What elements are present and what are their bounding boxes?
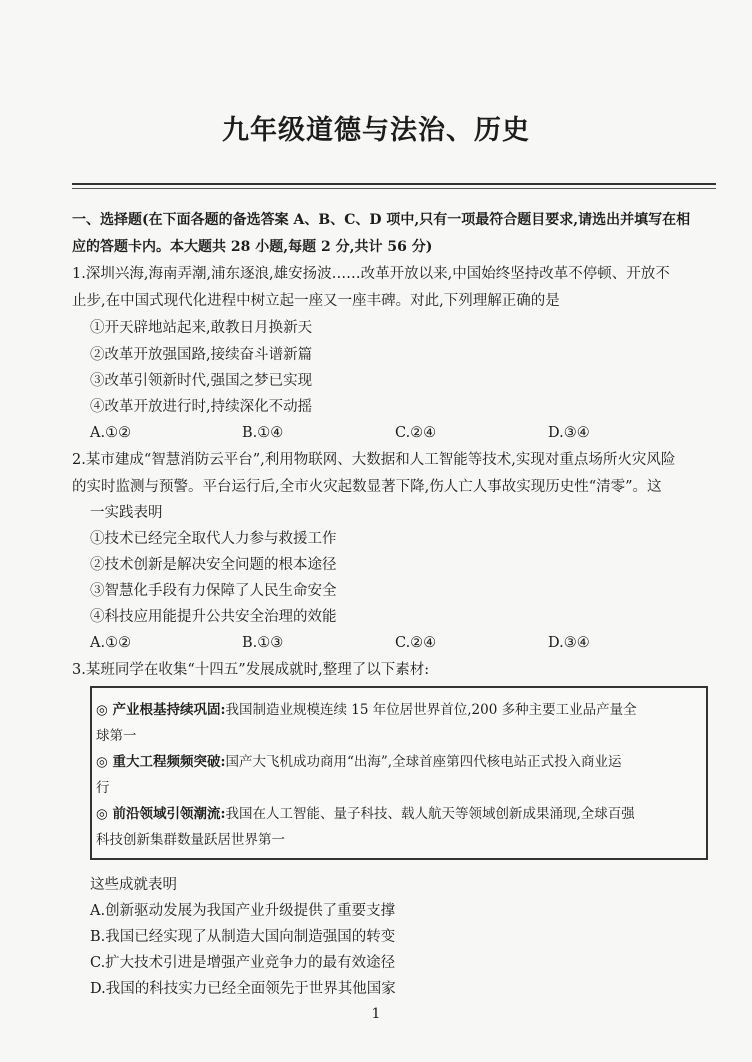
q1-stem-line-1: 1.深圳兴海,海南弄潮,浦东逐浪,雄安扬波……改革开放以来,中国始终坚持改革不停顿、开放不	[72, 266, 670, 282]
material-item-1-text: 我国制造业规模连续 15 年位居世界首位,200 多种主要工业品产量全	[225, 702, 637, 718]
material-item-1-heading: ◎ 产业根基持续巩固:	[96, 702, 226, 718]
page-title: 九年级道德与法治、历史	[222, 115, 530, 146]
q3-option-b: B.我国已经实现了从制造大国向制造强国的转变	[90, 929, 396, 945]
material-item-2-text: 国产大飞机成功商用“出海”,全球首座第四代核电站正式投入商业运	[225, 754, 622, 770]
material-item-3	[96, 804, 706, 824]
material-item-3-cont: 科技创新集群数量跃居世界第一	[96, 832, 285, 848]
material-item-2	[96, 752, 706, 772]
q3-option-c: C.扩大技术引进是增强产业竞争力的最有效途径	[90, 955, 396, 971]
q1-option-c: C.②④	[395, 425, 437, 441]
q3-stem: 3.某班同学在收集“十四五”发展成就时,整理了以下素材:	[72, 662, 430, 678]
q2-item-2: ②技术创新是解决安全问题的根本途径	[90, 557, 337, 573]
section-instruction-line-1: 一、选择题(在下面各题的备选答案 A、B、C、D 项中,只有一项最符合题目要求,请选出并填写在相	[72, 212, 691, 228]
q2-item-1: ①技术已经完全取代人力参与救援工作	[90, 531, 337, 547]
q1-stem-line-2: 止步,在中国式现代化进程中树立起一座又一座丰碑。对此,下列理解正确的是	[72, 293, 560, 309]
q2-stem-line-3: 一实践表明	[90, 505, 163, 521]
header-rule-thick	[72, 183, 716, 185]
q1-item-1: ①开天辟地站起来,敢教日月换新天	[90, 320, 313, 336]
q2-option-b: B.①③	[242, 635, 284, 651]
material-item-1	[96, 700, 706, 720]
q2-stem-line-2: 的实时监测与预警。平台运行后,全市火灾起数显著下降,伤人亡人事故实现历史性“清零”。这	[72, 479, 662, 495]
q2-option-a: A.①②	[90, 635, 132, 651]
page-number: 1	[371, 1006, 381, 1022]
q2-item-4: ④科技应用能提升公共安全治理的效能	[90, 609, 337, 625]
header-rule-thin	[72, 188, 716, 189]
q2-item-3: ③智慧化手段有力保障了人民生命安全	[90, 583, 337, 599]
q1-item-3: ③改革引领新时代,强国之梦已实现	[90, 373, 313, 389]
q3-option-d: D.我国的科技实力已经全面领先于世界其他国家	[90, 981, 396, 997]
q2-stem-line-1: 2.某市建成“智慧消防云平台”,利用物联网、大数据和人工智能等技术,实现对重点场所火灾风险	[72, 452, 676, 468]
material-item-1-cont: 球第一	[96, 728, 137, 744]
material-item-2-heading: ◎ 重大工程频频突破:	[96, 754, 226, 770]
material-item-2-cont: 行	[96, 780, 110, 796]
material-item-3-text: 我国在人工智能、量子科技、载人航天等领域创新成果涌现,全球百强	[225, 806, 635, 822]
section-instruction-line-2: 应的答题卡内。本大题共 28 小题,每题 2 分,共计 56 分)	[72, 239, 433, 255]
q3-option-a: A.创新驱动发展为我国产业升级提供了重要支撑	[90, 903, 396, 919]
q1-item-2: ②改革开放强国路,接续奋斗谱新篇	[90, 347, 313, 363]
q2-option-c: C.②④	[395, 635, 437, 651]
q1-item-4: ④改革开放进行时,持续深化不动摇	[90, 399, 313, 415]
q1-option-d: D.③④	[548, 425, 590, 441]
material-item-3-heading: ◎ 前沿领域引领潮流:	[96, 806, 226, 822]
q3-follow-up: 这些成就表明	[90, 877, 177, 893]
q2-option-d: D.③④	[548, 635, 590, 651]
q1-option-b: B.①④	[242, 425, 284, 441]
q1-option-a: A.①②	[90, 425, 132, 441]
